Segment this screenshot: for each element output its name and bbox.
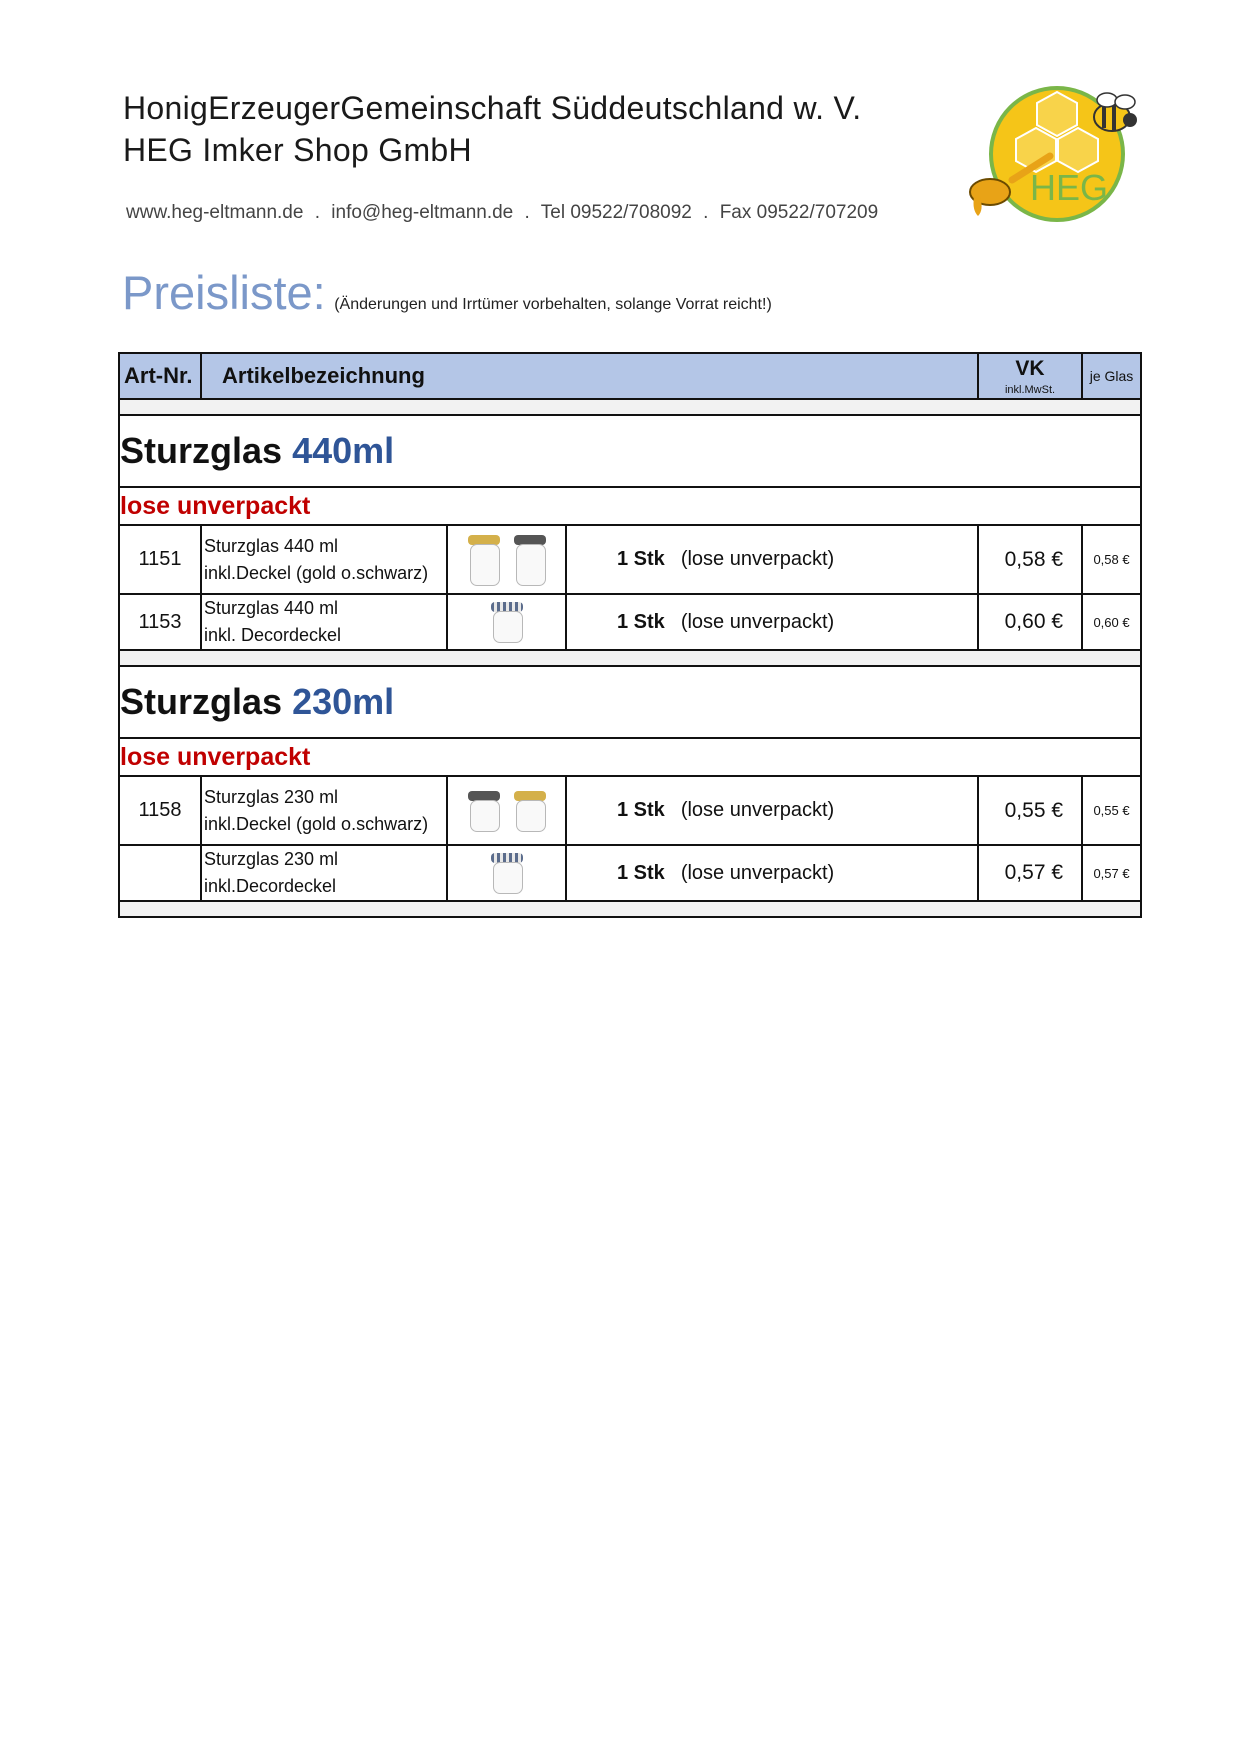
packaging-note: (lose unverpackt) (680, 610, 835, 633)
article-quantity (566, 845, 978, 901)
vk-label: VK (1015, 357, 1045, 380)
article-name-line2: inkl.Deckel (gold o.schwarz) (204, 562, 429, 583)
website-link[interactable]: www.heg-eltmann.de (126, 202, 304, 223)
bee-icon (1094, 93, 1137, 131)
article-name-line2: inkl.Decordeckel (204, 876, 337, 896)
email-link[interactable]: info@heg-eltmann.de (331, 202, 514, 223)
column-header-desc: Artikelbezeichnung (201, 353, 978, 399)
article-name-line1: Sturzglas 230 ml (204, 849, 339, 869)
article-name (201, 776, 447, 845)
article-quantity (566, 776, 978, 845)
table-row (119, 776, 1141, 845)
packaging-note: (lose unverpackt) (680, 799, 835, 821)
separator: . (314, 202, 320, 223)
shop-name: HEG Imker Shop GmbH (123, 132, 472, 168)
separator: . (524, 202, 530, 223)
jar-black-lid-icon (468, 791, 500, 831)
article-image (447, 845, 566, 901)
phone-number: Tel 09522/708092 (540, 202, 692, 223)
logo-text: HEG (1029, 167, 1109, 208)
company-name: HonigErzeugerGemeinschaft Süddeutschland w. V. (123, 90, 862, 126)
quantity-value: 1 Stk (617, 548, 665, 570)
article-name-line2: inkl.Deckel (gold o.schwarz) (204, 813, 429, 834)
article-name-line2: inkl. Decordeckel (204, 625, 342, 645)
contact-line (126, 202, 878, 224)
price-value: 0,57 € (978, 845, 1082, 901)
section-title-row (119, 415, 1141, 487)
pricelist-title: Preisliste: (122, 266, 326, 319)
quantity-value: 1 Stk (617, 861, 665, 884)
section-title-size: 440ml (292, 430, 395, 471)
article-quantity (566, 594, 978, 650)
pricelist-heading (122, 265, 772, 320)
article-number: 1151 (119, 525, 201, 594)
article-name-line1: Sturzglas 230 ml (204, 786, 339, 807)
section-subtitle-row (119, 487, 1141, 525)
article-number: 1158 (119, 776, 201, 845)
quantity-value: 1 Stk (617, 799, 665, 821)
section-subtitle-row (119, 738, 1141, 776)
article-number: 1153 (119, 594, 201, 650)
article-number (119, 845, 201, 901)
section-subtitle: lose unverpackt (119, 487, 1141, 525)
jar-decor-lid-icon (491, 853, 523, 893)
section-subtitle: lose unverpackt (119, 738, 1141, 776)
article-name (201, 594, 447, 650)
article-quantity (566, 525, 978, 594)
price-per-glass: 0,55 € (1082, 776, 1141, 845)
jar-decor-lid-icon (491, 602, 523, 642)
table-row (119, 845, 1141, 901)
article-image (447, 525, 566, 594)
spacer-row (119, 901, 1141, 917)
column-header-art: Art-Nr. (119, 353, 201, 399)
packaging-note: (lose unverpackt) (680, 861, 835, 884)
jar-gold-lid-icon (514, 791, 546, 831)
price-value: 0,55 € (978, 776, 1082, 845)
vk-sub-label: inkl.MwSt. (1004, 384, 1056, 396)
article-image (447, 776, 566, 845)
jar-black-lid-icon (514, 535, 546, 585)
pricelist-note: (Änderungen und Irrtümer vorbehalten, solange Vorrat reicht!) (334, 296, 772, 313)
price-per-glass: 0,57 € (1082, 845, 1141, 901)
spacer-row (119, 399, 1141, 415)
heg-logo (962, 82, 1142, 232)
article-name (201, 845, 447, 901)
quantity-value: 1 Stk (617, 610, 665, 633)
column-header-vk (978, 353, 1082, 399)
table-row (119, 594, 1141, 650)
section-title-size: 230ml (292, 681, 395, 722)
section-title-text: Sturzglas (120, 430, 283, 471)
article-name (201, 525, 447, 594)
fax-number: Fax 09522/707209 (719, 202, 879, 223)
table-header-row (119, 353, 1141, 399)
section-title-text: Sturzglas (120, 681, 283, 722)
price-table (118, 352, 1142, 918)
article-name-line1: Sturzglas 440 ml (204, 598, 339, 618)
article-name-line1: Sturzglas 440 ml (204, 535, 339, 556)
jar-gold-lid-icon (468, 535, 500, 585)
price-value: 0,58 € (978, 525, 1082, 594)
price-value: 0,60 € (978, 594, 1082, 650)
separator: . (703, 202, 709, 223)
price-per-glass: 0,60 € (1082, 594, 1141, 650)
column-header-per: je Glas (1082, 353, 1141, 399)
section-title-row (119, 666, 1141, 738)
packaging-note: (lose unverpackt) (680, 548, 835, 570)
article-image (447, 594, 566, 650)
price-per-glass: 0,58 € (1082, 525, 1141, 594)
table-row (119, 525, 1141, 594)
section-title (119, 666, 1141, 738)
section-title (119, 415, 1141, 487)
spacer-row (119, 650, 1141, 666)
